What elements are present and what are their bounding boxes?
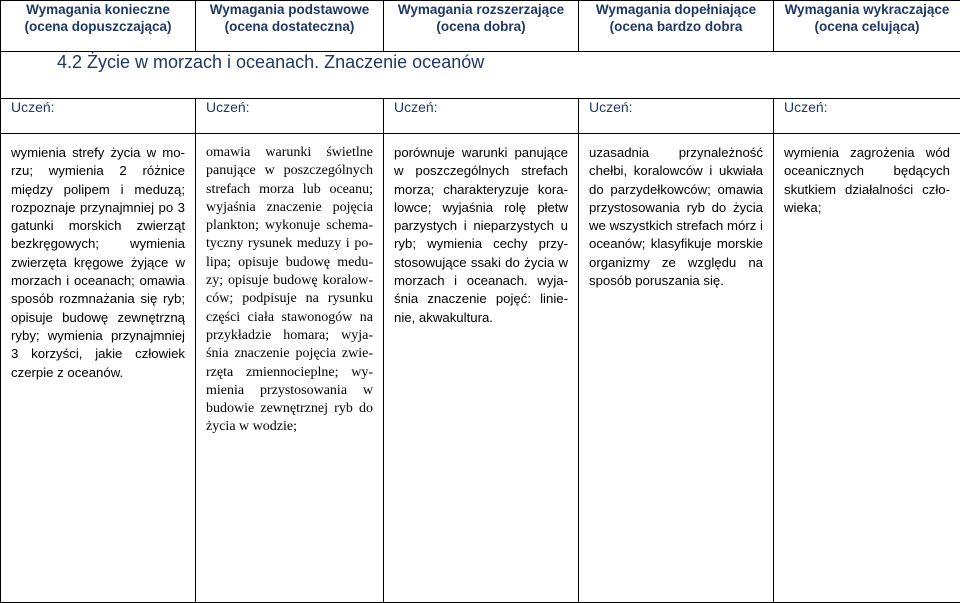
requirement-cell <box>774 134 960 603</box>
requirement-text: porównuje warunki panujące w poszczególnych strefach morza; charakteryzuje koralowce; wyjaśnia rolę płetw parzystych i nieparzystych u ryb; wymienia cechy przystosowujące ssaki do życia w morzach i oceanach. wyjaśnia znaczenie pojęć: linienie, akwakultura. <box>384 134 578 327</box>
header-title: Wymagania podstawowe <box>196 1 383 18</box>
requirement-cell <box>579 134 774 603</box>
header-cell-konieczne <box>1 1 196 52</box>
requirements-row <box>1 134 960 603</box>
header-title: Wymagania konieczne <box>1 1 195 18</box>
header-cell-dopelniajace <box>579 1 774 52</box>
student-label-cell <box>196 99 384 134</box>
section-row <box>1 52 960 99</box>
header-grade: (ocena bardzo dobra <box>579 18 773 35</box>
header-cell-rozszerzajace <box>384 1 579 52</box>
requirement-cell <box>1 134 196 603</box>
requirement-cell <box>196 134 384 603</box>
student-label: Uczeń: <box>579 99 773 115</box>
header-grade: (ocena dopuszczająca) <box>1 18 195 35</box>
section-cell <box>1 52 960 99</box>
student-label: Uczeń: <box>1 99 195 115</box>
header-row <box>1 1 960 52</box>
requirement-cell <box>384 134 579 603</box>
header-cell-podstawowe <box>196 1 384 52</box>
header-grade: (ocena dobra) <box>384 18 578 35</box>
student-label-cell <box>774 99 960 134</box>
student-label: Uczeń: <box>384 99 578 115</box>
student-label-cell <box>579 99 774 134</box>
student-label: Uczeń: <box>196 99 383 115</box>
header-grade: (ocena dostateczna) <box>196 18 383 35</box>
requirement-text: wymienia zagrożenia wód oceanicznych będących skutkiem działalności człowieka; <box>774 134 960 217</box>
requirement-text: omawia warunki świetlne panujące w poszczególnych strefach morza lub oceanu; wyjaśnia znaczenie pojęcia plankton; wykonuje schematyczny rysunek meduzy i polipa; opisuje budowę meduzy; opisuje budowę koralowców; podpisuje na rysunku części ciała stawonogów na przykładzie homara; wyjaśnia znaczenie pojęcia zwierzęta zmiennocieplne; wymienia przystosowania w budowie zewnętrznej ryb do życia w wodzie; <box>196 134 383 437</box>
student-label-row <box>1 99 960 134</box>
requirement-text: uzasadnia przynależność chełbi, koralowców i ukwiała do parzydełkowców; omawia przystosowania ryb do życia we wszystkich strefach mórz i oceanów; klasyfikuje morskie organizmy ze względu na sposób poruszania się. <box>579 134 773 290</box>
header-title: Wymagania rozszerzające <box>384 1 578 18</box>
header-cell-wykraczajace <box>774 1 960 52</box>
header-title: Wymagania dopełniające <box>579 1 773 18</box>
header-title: Wymagania wykraczające <box>774 1 960 18</box>
header-grade: (ocena celująca) <box>774 18 960 35</box>
student-label-cell <box>1 99 196 134</box>
student-label: Uczeń: <box>774 99 960 115</box>
student-label-cell <box>384 99 579 134</box>
section-title: 4.2 Życie w morzach i oceanach. Znaczenie oceanów <box>57 52 960 73</box>
requirement-text: wymienia strefy życia w morzu; wymienia 2 różnice między polipem i meduzą; rozpoznaje przynajmniej po 3 gatunki morskich zwierząt bezkręgowych; wymienia zwierzęta kręgowe żyjące w morzach i oceanach; omawia sposób rozmnażania się ryb; opisuje budowę zewnętrzną ryby; wymienia przynajmniej 3 korzyści, jakie człowiek czerpie z oceanów. <box>1 134 195 382</box>
